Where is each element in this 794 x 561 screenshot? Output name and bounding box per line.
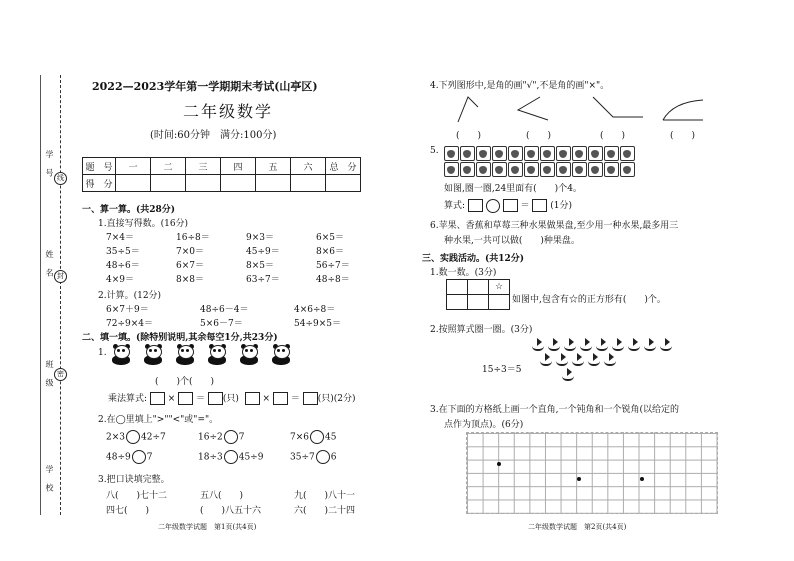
score-input[interactable] <box>151 175 186 192</box>
problem-item: 八( )七十二 <box>106 491 168 501</box>
score-cell: 四 <box>221 158 256 175</box>
vertex-point <box>577 477 581 481</box>
q5-number: 5. <box>430 146 439 156</box>
figure-angle-1 <box>458 97 478 122</box>
score-note: (1分) <box>550 201 573 211</box>
answer-box[interactable] <box>503 199 518 212</box>
compare-right: 45 <box>325 432 337 443</box>
strawberry-icon <box>556 162 571 177</box>
score-cell: 六 <box>291 158 326 175</box>
strawberry-icon <box>460 146 475 161</box>
answer-box[interactable] <box>532 199 547 212</box>
q2-1-formula: 乘法算式: × ＝ (只) × ＝ (只)(2分) <box>108 394 356 404</box>
seal-mark-secret: 密 <box>54 368 67 381</box>
q6-line-1: 6.苹果、香蕉和草莓三种水果做果盘,至少用一种水果,最多用三 <box>430 221 679 231</box>
compare-item <box>106 430 166 444</box>
problem-item: 63÷7＝ <box>246 275 280 285</box>
compare-item <box>290 430 336 444</box>
q4-blank[interactable]: ( ) <box>526 131 552 141</box>
answer-box[interactable] <box>273 392 288 405</box>
class-label: 班 级 <box>45 360 54 391</box>
strawberry-icon <box>476 146 491 161</box>
problem-item: 45÷9＝ <box>246 247 280 257</box>
compare-circle[interactable] <box>224 430 238 444</box>
problem-item: 6×7＝ <box>176 261 204 271</box>
unit-label: (只) <box>222 394 239 404</box>
strawberry-icon <box>588 162 603 177</box>
figure-angle-3 <box>593 97 643 117</box>
q5-formula: 算式: ＝ (1分) <box>444 198 572 213</box>
score-cell: 总 分 <box>326 158 361 175</box>
boat-icon <box>659 338 673 350</box>
p2-title: 2.按照算式圈一圈。(3分) <box>430 325 533 335</box>
school-label: 学 校 <box>45 465 54 496</box>
compare-left: 48÷9 <box>106 452 131 463</box>
strawberry-icon <box>620 162 635 177</box>
compare-left: 7×6 <box>290 432 309 443</box>
unit-label: (只)(2分) <box>317 394 356 404</box>
compare-left: 35÷7 <box>290 452 315 463</box>
q5-text: 如图,圈一圈,24里面有( )个4。 <box>444 184 582 194</box>
strawberry-icon <box>604 146 619 161</box>
q1-1-title: 1.直接写得数。(16分) <box>98 219 189 229</box>
q4-blank[interactable]: ( ) <box>456 131 482 141</box>
boat-icon <box>603 353 617 365</box>
strawberry-icon <box>508 146 523 161</box>
answer-box[interactable] <box>468 199 483 212</box>
grid-cell <box>447 280 468 295</box>
strawberry-icon <box>524 162 539 177</box>
boat-icon <box>539 353 553 365</box>
panda-icon <box>268 344 294 366</box>
problem-item: 4×6÷8＝ <box>294 305 336 315</box>
page-footer-left: 二年级数学试题 第1页(共4页) <box>158 523 257 531</box>
compare-right: 7 <box>238 432 245 443</box>
score-cell: 得 分 <box>83 175 116 192</box>
seal-mark-line: 线 <box>54 172 67 185</box>
panda-icon <box>204 344 230 366</box>
q4-blank[interactable]: ( ) <box>670 131 696 141</box>
boat-icon <box>547 338 561 350</box>
problem-item: 5×6－7＝ <box>200 319 243 329</box>
problem-item: 五八( ) <box>200 491 244 501</box>
strawberry-icon <box>604 162 619 177</box>
boat-icon <box>627 338 641 350</box>
score-input[interactable] <box>326 175 361 192</box>
boat-row <box>530 338 674 353</box>
grid-cell <box>447 295 468 310</box>
compare-circle[interactable] <box>310 430 324 444</box>
strawberry-icon <box>588 146 603 161</box>
problem-item: 六( )二十四 <box>294 506 356 516</box>
compare-item <box>290 450 336 464</box>
problem-item: 35÷5＝ <box>106 247 140 257</box>
student-id-label: 学 号 <box>45 150 54 181</box>
subject-title: 二年级数学 <box>183 102 274 121</box>
page-footer-right: 二年级数学试题 第2页(共4页) <box>528 523 627 531</box>
problem-item: 4×9＝ <box>106 275 134 285</box>
q4-blank[interactable]: ( ) <box>600 131 626 141</box>
compare-circle[interactable] <box>224 450 238 464</box>
vertex-point <box>640 477 644 481</box>
strawberry-icon <box>572 146 587 161</box>
grid-cell <box>489 295 510 310</box>
problem-item: 九( )八十一 <box>294 491 356 501</box>
score-input[interactable] <box>116 175 151 192</box>
p1-text: 如图中,包含有☆的正方形有( )个。 <box>512 295 666 305</box>
boat-icon <box>595 338 609 350</box>
q6-line-2: 种水果,一共可以做( )种果盘。 <box>444 236 580 246</box>
panda-icon <box>140 344 166 366</box>
score-cell: 三 <box>186 158 221 175</box>
strawberry-icon <box>540 146 555 161</box>
problem-item: 7×4＝ <box>106 233 134 243</box>
answer-box[interactable] <box>178 392 193 405</box>
vertex-point <box>497 462 501 466</box>
strawberry-icon <box>572 162 587 177</box>
score-input[interactable] <box>221 175 256 192</box>
p3-line-1: 3.在下面的方格纸上画一个直角,一个钝角和一个锐角(以给定的 <box>430 405 679 415</box>
p2-formula: 15÷3＝5 <box>482 365 522 375</box>
compare-item <box>198 430 244 444</box>
score-cell: 题 号 <box>83 158 116 175</box>
problem-item: 48÷8＝ <box>316 275 350 285</box>
strawberry-icon <box>540 162 555 177</box>
compare-circle[interactable] <box>126 430 140 444</box>
score-table <box>82 157 361 192</box>
p3-line-2: 点作为顶点)。(6分) <box>444 420 524 430</box>
problem-item: 9×3＝ <box>246 233 274 243</box>
strawberry-icon <box>556 146 571 161</box>
panda-icon <box>108 344 134 366</box>
compare-circle[interactable] <box>132 450 146 464</box>
compare-left: 2×3 <box>106 432 125 443</box>
p1-title: 1.数一数。(3分) <box>430 268 497 278</box>
boat-icon <box>561 368 575 380</box>
score-value-row <box>83 175 361 192</box>
panda-picture <box>108 344 300 369</box>
panda-icon <box>236 344 262 366</box>
score-header-row <box>83 158 361 175</box>
boat-row <box>538 353 674 368</box>
answer-box[interactable] <box>245 392 260 405</box>
problem-item: 6×5＝ <box>316 233 344 243</box>
cut-line <box>60 75 61 515</box>
square-grid <box>446 279 510 310</box>
strawberry-icon <box>492 146 507 161</box>
score-cell: 五 <box>256 158 291 175</box>
compare-right: 7 <box>146 452 153 463</box>
strawberry-icon <box>508 162 523 177</box>
problem-item: 7×0＝ <box>176 247 204 257</box>
section-2-title: 二、填一填。(除特别说明,其余每空1分,共23分) <box>82 333 278 343</box>
boat-row <box>560 368 674 383</box>
boat-icon <box>611 338 625 350</box>
compare-circle[interactable] <box>316 450 330 464</box>
strawberry-icon <box>444 162 459 177</box>
grid-cell <box>468 295 489 310</box>
boat-icon <box>531 338 545 350</box>
figure-curve-4 <box>663 100 703 120</box>
figure-angle-2 <box>518 97 548 120</box>
problem-item: 56÷7＝ <box>316 261 350 271</box>
binding-line <box>40 75 41 515</box>
problem-item: 48÷6＝ <box>106 261 140 271</box>
panda-icon <box>172 344 198 366</box>
answer-box[interactable] <box>208 392 223 405</box>
boat-icon <box>563 338 577 350</box>
problem-item: 四七( ) <box>106 506 150 516</box>
score-cell: 二 <box>151 158 186 175</box>
boat-icon <box>643 338 657 350</box>
problem-item: 72÷9×4＝ <box>106 319 153 329</box>
section-1-title: 一、算一算。(共28分) <box>82 205 176 215</box>
strawberry-icon <box>460 162 475 177</box>
boat-icon <box>579 338 593 350</box>
operator-circle[interactable] <box>486 199 500 213</box>
formula-label: 乘法算式: <box>108 394 148 404</box>
q2-3-title: 3.把口诀填完整。 <box>98 475 170 485</box>
formula-label: 算式: <box>444 201 466 211</box>
strawberry-icon <box>620 146 635 161</box>
angle-figures <box>448 92 718 126</box>
compare-left: 16÷2 <box>198 432 223 443</box>
problem-item: 8×6＝ <box>316 247 344 257</box>
compare-item <box>106 450 152 464</box>
q2-2-title: 2.在◯里填上">""<"或"="。 <box>98 415 219 425</box>
seal-mark-seal: 封 <box>54 270 67 283</box>
answer-box[interactable] <box>150 392 165 405</box>
problem-item: 8×5＝ <box>246 261 274 271</box>
compare-left: 18÷3 <box>198 452 223 463</box>
problem-item: 8×8＝ <box>176 275 204 285</box>
q4-title: 4.下列图形中,是角的画"√",不是角的画"×"。 <box>430 81 610 91</box>
boat-picture <box>530 338 674 383</box>
name-label: 姓 名 <box>45 250 54 281</box>
section-3-title: 三、实践活动。(共12分) <box>422 254 525 264</box>
q2-1-number: 1. <box>98 348 107 358</box>
score-input[interactable] <box>291 175 326 192</box>
strawberry-icon <box>444 146 459 161</box>
strawberry-row-2 <box>444 162 636 180</box>
problem-item: ( )八五十六 <box>200 506 262 516</box>
problem-item: 16÷8＝ <box>176 233 210 243</box>
score-input[interactable] <box>186 175 221 192</box>
answer-box[interactable] <box>303 392 318 405</box>
exam-time: (时间:60分钟 满分:100分) <box>150 130 277 141</box>
strawberry-icon <box>524 146 539 161</box>
boat-icon <box>587 353 601 365</box>
compare-right: 45÷9 <box>238 452 264 463</box>
grid-cell <box>468 280 489 295</box>
problem-item: 6×7＋9＝ <box>106 305 149 315</box>
drawing-grid[interactable] <box>466 432 718 514</box>
boat-icon <box>555 353 569 365</box>
exam-title: 2022—2023学年第一学期期末考试(山亭区) <box>92 80 318 93</box>
strawberry-icon <box>476 162 491 177</box>
score-input[interactable] <box>256 175 291 192</box>
compare-right: 6 <box>330 452 337 463</box>
compare-right: 42÷7 <box>141 432 166 443</box>
strawberry-icon <box>492 162 507 177</box>
q2-1-blank[interactable]: ( )个( ) <box>155 377 215 387</box>
boat-icon <box>571 353 585 365</box>
grid-cell-star: ☆ <box>489 280 510 295</box>
problem-item: 54÷9×5＝ <box>294 319 341 329</box>
compare-item <box>198 450 263 464</box>
problem-item: 48÷6－4＝ <box>200 305 249 315</box>
score-cell: 一 <box>116 158 151 175</box>
q1-2-title: 2.计算。(12分) <box>98 291 162 301</box>
